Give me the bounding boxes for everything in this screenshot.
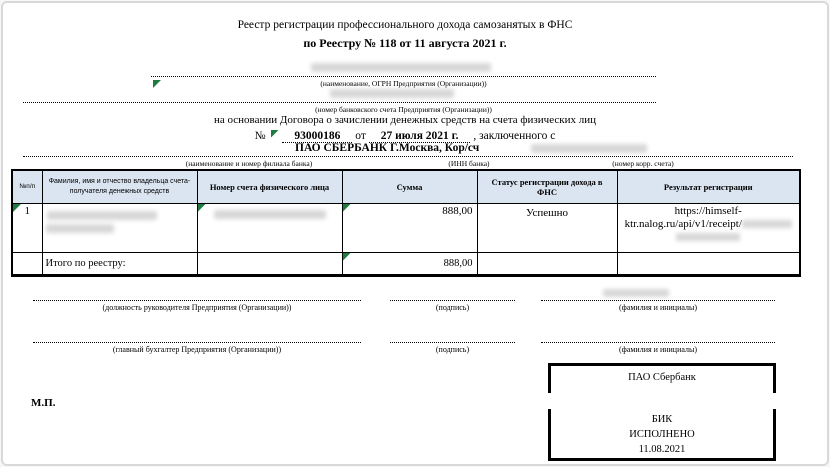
org-name-line: [151, 62, 656, 77]
signature-line: [390, 286, 515, 301]
bank-account-line: [23, 88, 656, 103]
totals-amount-cell: 888,00: [342, 253, 477, 276]
col-header-fio: Фамилия, имя и отчество владельца счета-получателя денежных средств: [42, 170, 197, 204]
agreement-number: 93000186: [282, 130, 352, 143]
totals-empty-cell: [12, 253, 42, 276]
branch-label: (наименование и номер филиала банка): [185, 159, 313, 168]
comment-marker-icon: [343, 204, 351, 212]
comment-marker-icon: [198, 204, 206, 212]
stamp-bank-name: ПАО Сбербанк: [628, 372, 696, 383]
position-line: [33, 286, 361, 301]
totals-label-cell: Итого по реестру:: [42, 253, 197, 276]
recipient-name-redacted: [47, 211, 157, 220]
concluded-suffix: , заключенного с: [473, 130, 556, 142]
from-word: от: [355, 130, 366, 142]
status-cell: Успешно: [477, 204, 617, 253]
col-header-status: Статус регистрации дохода в ФНС: [477, 170, 617, 204]
corr-label: (номер корр. счета): [612, 159, 674, 168]
receipt-url-redacted: [676, 233, 740, 241]
comment-marker-icon: [13, 204, 21, 212]
number-prefix: №: [254, 130, 266, 142]
name-line: [541, 286, 775, 301]
registry-subtitle: по Реестру № 118 от 11 августа 2021 г.: [303, 36, 507, 50]
receipt-url-part2: ktr.nalog.ru/api/v1/receipt/: [624, 218, 742, 230]
amount-cell: 888,00: [342, 204, 477, 253]
account-number-cell: [197, 204, 342, 253]
totals-empty-cell: [617, 253, 800, 276]
totals-empty-cell: [197, 253, 342, 276]
result-cell: [617, 204, 800, 253]
agreement-date: 27 июля 2021 г.: [369, 130, 471, 143]
totals-empty-cell: [477, 253, 617, 276]
stamp-place-mark: М.П.: [31, 397, 56, 409]
recipient-name-cell: [42, 204, 197, 253]
position-label: (должность руководителя Предприятия (Организации)): [102, 303, 292, 312]
stamp-status: ИСПОЛНЕНО: [629, 429, 695, 440]
signature-label: (подпись): [435, 303, 470, 312]
document-page: [1, 1, 829, 466]
name-line: [541, 328, 775, 343]
receipt-url-part1: https://himself-: [674, 205, 742, 217]
name-label: (фамилия и инициалы): [618, 345, 698, 354]
comment-marker-icon: [343, 253, 351, 261]
registry-table: [11, 169, 801, 277]
stamp-date: 11.08.2021: [638, 444, 686, 455]
org-name-label: (наименование, ОГРН Предприятия (Организации)): [320, 79, 487, 88]
bank-name-text: ПАО СБЕРБАНК Г.Москва, Кор/сч: [295, 142, 480, 154]
col-header-account: Номер счета физического лица: [197, 170, 342, 204]
col-header-result: Результат регистрации: [617, 170, 800, 204]
account-number-redacted: [214, 210, 326, 219]
totals-row: [12, 253, 800, 276]
bank-account-label: (номер банковского счета Предприятия (Организации)): [315, 105, 492, 114]
name-label: (фамилия и инициалы): [618, 303, 698, 312]
accountant-line: [33, 328, 361, 343]
col-header-num: №п/п: [12, 170, 42, 204]
document-title: Реестр регистрации профессионального дохода самозанятых в ФНС: [237, 19, 573, 31]
agreement-basis-text: на основании Договора о зачислении денежных средств на счета физических лиц: [214, 114, 596, 126]
signature-label: (подпись): [435, 345, 470, 354]
recipient-name-redacted: [46, 224, 114, 233]
table-row: [12, 204, 800, 253]
comment-marker-icon: [271, 130, 279, 138]
agreement-number-line: [11, 130, 799, 142]
row-number-cell: 1: [12, 204, 42, 253]
inn-label: (ИНН банка): [448, 159, 490, 168]
col-header-amount: Сумма: [342, 170, 477, 204]
signature-line: [390, 328, 515, 343]
receipt-url-redacted: [742, 220, 792, 228]
bank-stamp: [548, 363, 776, 461]
table-header-row: [12, 170, 800, 204]
stamp-bik: БИК: [651, 414, 673, 425]
bank-details-line: [23, 142, 793, 157]
stamp-gap: [545, 393, 779, 409]
accountant-label: (главный бухгалтер Предприятия (Организации)): [112, 345, 282, 354]
